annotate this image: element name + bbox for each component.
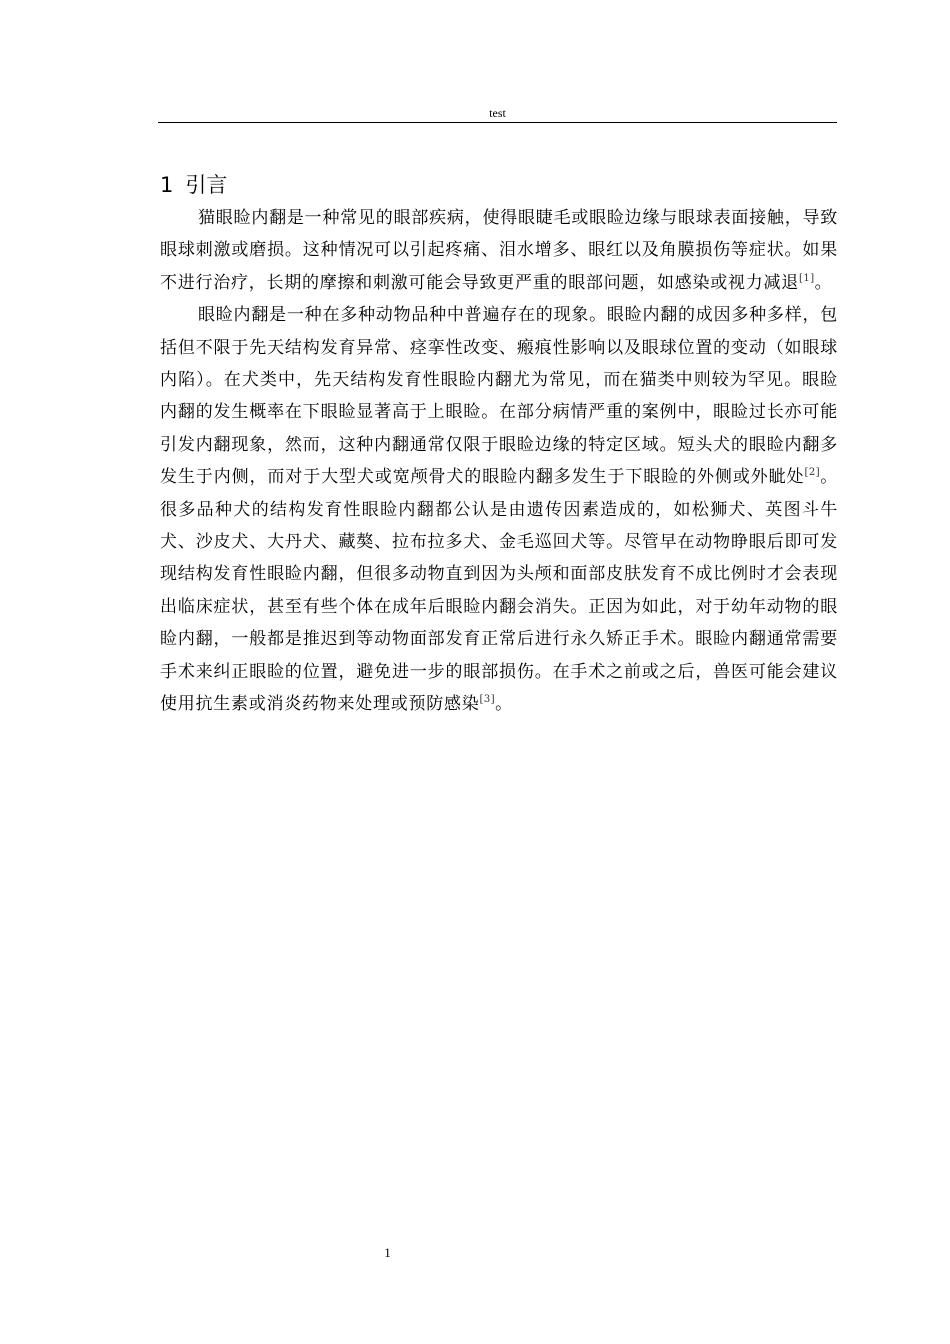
paragraph-2-tail: 。很多品种犬的结构发育性眼睑内翻都公认是由遗传因素造成的，如松狮犬、英图斗牛犬、沙皮犬、大丹犬、藏獒、拉布拉多犬、金毛巡回犬等。尽管早在动物睁眼后即可发现结构发育性眼睑内翻，但很多动物直到因为头颅和面部皮肤发育不成比例时才会表现出临床症状，甚至有些个体在成年后眼睑内翻会消失。正因为如此，对于幼年动物的眼睑内翻，一般都是推迟到等动物面部发育正常后进行永久矫正手术。眼睑内翻通常需要手术来纠正眼睑的位置，避免进一步的眼部损伤。在手术之前或之后，兽医可能会建议使用抗生素或消炎药物来处理或预防感染	[160, 467, 839, 715]
section-title-text: 引言	[185, 173, 228, 197]
paragraph-2-text: 眼睑内翻是一种在多种动物品种中普遍存在的现象。眼睑内翻的成因多种多样，包括但不限于先天结构发育异常、痉挛性改变、瘢痕性影响以及眼球位置的变动（如眼球内陷）。在犬类中，先天结构发育性眼睑内翻尤为常见，而在猫类中则较为罕见。眼睑内翻的发生概率在下眼睑显著高于上眼睑。在部分病情严重的案例中，眼睑过长亦可能引发内翻现象，然而，这种内翻通常仅限于眼睑边缘的特定区域。短头犬的眼睑内翻多发生于内侧，而对于大型犬或宽颅骨犬的眼睑内翻多发生于下眼睑的外侧或外眦处	[160, 305, 838, 488]
header-rule	[158, 122, 837, 123]
section-heading	[160, 170, 227, 200]
paragraph-1	[160, 202, 838, 299]
citation-2[interactable]: [2]	[804, 467, 821, 479]
page-header: test	[489, 106, 506, 120]
citation-1[interactable]: [1]	[799, 272, 815, 284]
paragraph-2-end: 。	[495, 694, 513, 715]
body-text	[160, 202, 838, 721]
section-number: 1	[160, 173, 174, 197]
paragraph-1-tail: 。	[814, 272, 833, 293]
page-number: 1	[384, 1245, 391, 1260]
paragraph-2	[160, 299, 838, 720]
paragraph-1-text: 猫眼睑内翻是一种常见的眼部疾病，使得眼睫毛或眼睑边缘与眼球表面接触，导致眼球刺激或磨损。这种情况可以引起疼痛、泪水增多、眼红以及角膜损伤等症状。如果不进行治疗，长期的摩擦和刺激可能会导致更严重的眼部问题，如感染或视力减退	[160, 208, 838, 293]
citation-3[interactable]: [3]	[479, 694, 496, 706]
